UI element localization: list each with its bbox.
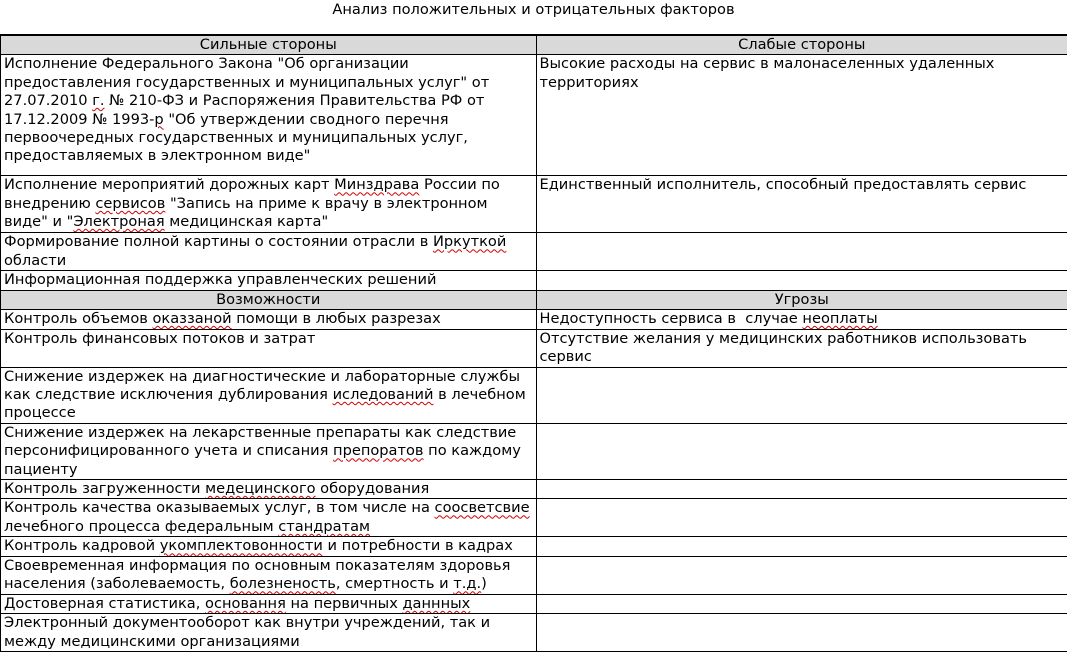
table-row [1, 594, 1067, 613]
table-cell[interactable] [1, 556, 537, 594]
table-cell[interactable] [1, 537, 537, 556]
table-cell[interactable] [1, 423, 537, 479]
table-row [1, 55, 1067, 176]
table-row [1, 499, 1067, 537]
table-row [1, 556, 1067, 594]
table-row [1, 614, 1067, 652]
table-cell[interactable]: Единственный исполнитель, способный предоставлять сервис [536, 176, 1067, 233]
table-cell[interactable]: Контроль финансовых потоков и затрат [1, 329, 537, 367]
cell-text: Контроль загруженности медецинского оборудования [4, 480, 429, 497]
table-cell[interactable] [536, 499, 1067, 537]
table-cell[interactable]: Электронный документооборот как внутри учреждений, так и между медицинскими организациями [1, 614, 537, 652]
table-row [1, 310, 1067, 329]
section-header-row [1, 36, 1067, 55]
table-cell[interactable] [1, 367, 537, 423]
table-cell[interactable] [1, 233, 537, 271]
table-cell[interactable] [1, 480, 537, 499]
table-row [1, 480, 1067, 499]
table-cell[interactable] [536, 480, 1067, 499]
cell-text: Исполнение Федерального Закона "Об организации предоставления государственных и муниципальных услуг" от 27.07.2010 г. № 210-ФЗ и Распоряжения Правительства РФ от 17.12.2009 № 1993-р "Об утверждении сводного перечня первоочередных государственных и муниципальных услуг, предоставляемых в электронном виде" [4, 55, 489, 164]
table-row [1, 271, 1067, 290]
cell-text: Достоверная статистика, основання на первичных даннных [4, 595, 470, 612]
table-cell[interactable] [1, 499, 537, 537]
cell-text: Исполнение мероприятий дорожных карт Минздрава России по внедрению сервисов "Запись на приме к врачу в электронном виде" и "Электроная медицинская карта" [4, 176, 500, 230]
table-row [1, 537, 1067, 556]
sheet-title: Анализ положительных и отрицательных факторов [0, 0, 1067, 19]
cell-text: Своевременная информация по основным показателям здоровья населения (заболеваемость, болезненость, смертность и т.д.) [4, 557, 510, 592]
table-cell[interactable] [536, 310, 1067, 329]
table-cell[interactable] [1, 310, 537, 329]
table-cell[interactable]: Информационная поддержка управленческих решений [1, 271, 537, 290]
cell-text: Снижение издержек на лекарственные препараты как следствие персонифицированного учета и списания препоратов по каждому пациенту [4, 424, 521, 478]
swot-table [0, 35, 1067, 652]
table-cell[interactable] [536, 556, 1067, 594]
table-cell[interactable] [1, 176, 537, 233]
cell-text: Снижение издержек на диагностические и лабораторные службы как следствие исключения дублирования иследований в лечебном процессе [4, 368, 526, 422]
table-cell[interactable]: Высокие расходы на сервис в малонаселенных удаленных территориях [536, 55, 1067, 176]
table-row [1, 329, 1067, 367]
cell-text: Недоступность сервиса в случае неоплаты [540, 310, 878, 327]
section-header-row [1, 290, 1067, 309]
table-cell[interactable] [1, 594, 537, 613]
table-cell[interactable] [536, 537, 1067, 556]
table-cell[interactable]: Отсутствие желания у медицинских работников использовать сервис [536, 329, 1067, 367]
strengths-header[interactable]: Сильные стороны [1, 36, 537, 55]
cell-text: Контроль объемов оказзаной помощи в любых разрезах [4, 310, 441, 327]
table-row [1, 367, 1067, 423]
table-cell[interactable] [536, 367, 1067, 423]
weaknesses-header[interactable]: Слабые стороны [536, 36, 1067, 55]
opportunities-header[interactable]: Возможности [1, 290, 537, 309]
empty-row [0, 19, 1067, 35]
table-cell[interactable] [1, 55, 537, 176]
cell-text: Контроль кадровой укомплектовонности и потребности в кадрах [4, 537, 513, 554]
table-row [1, 423, 1067, 479]
cell-text: Формирование полной картины о состоянии отрасли в Иркуткой области [4, 233, 506, 268]
table-cell[interactable] [536, 271, 1067, 290]
table-row [1, 233, 1067, 271]
threats-header[interactable]: Угрозы [536, 290, 1067, 309]
table-cell[interactable] [536, 614, 1067, 652]
cell-text: Контроль качества оказываемых услуг, в том числе на соосветсвие лечебного процесса федеральным стандратам [4, 499, 530, 534]
table-cell[interactable] [536, 594, 1067, 613]
table-row [1, 176, 1067, 233]
table-cell[interactable] [536, 423, 1067, 479]
table-cell[interactable] [536, 233, 1067, 271]
